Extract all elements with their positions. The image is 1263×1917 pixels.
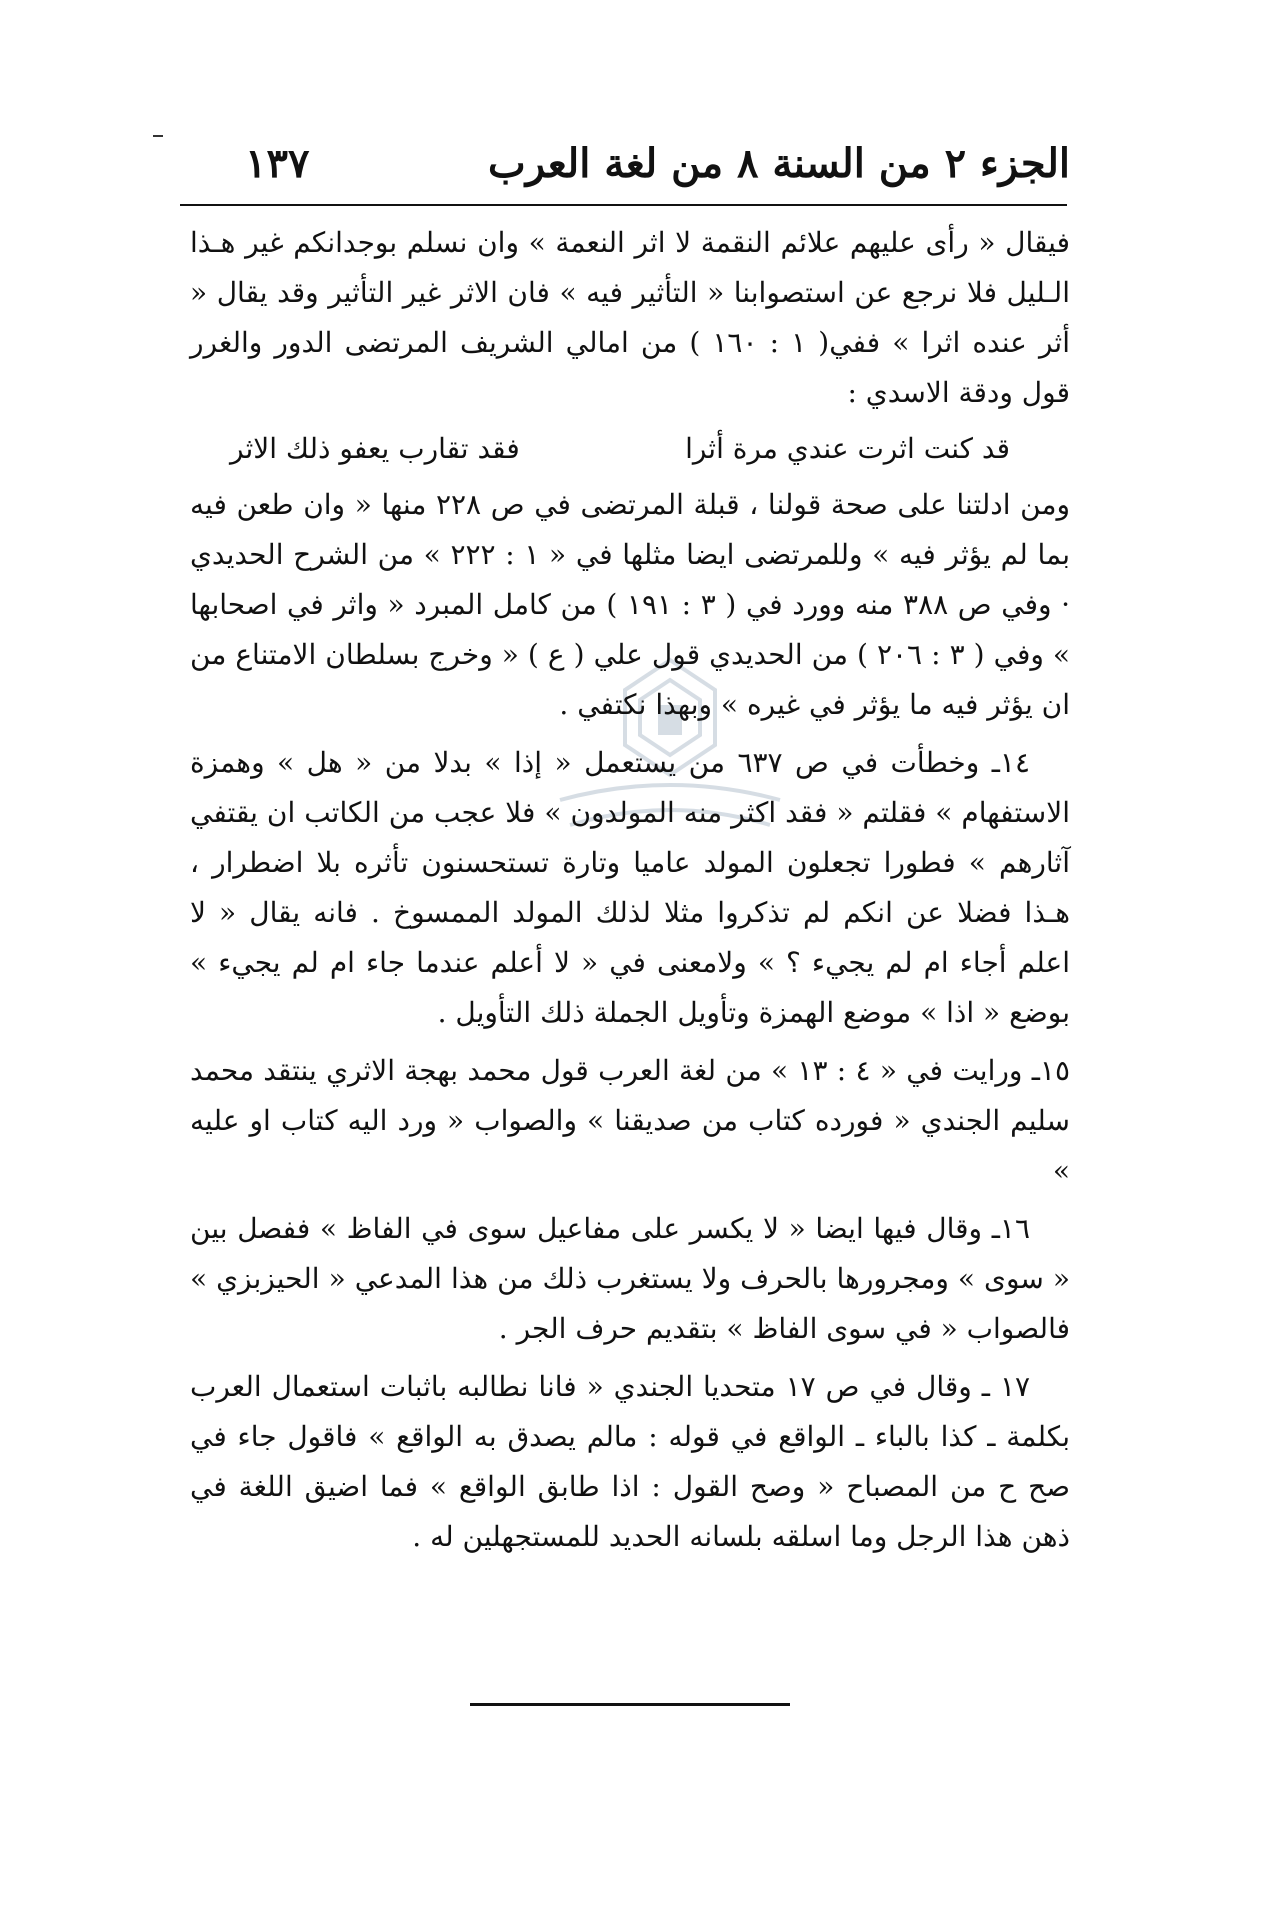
article-body: [190, 218, 1070, 1562]
paragraph: ١٥ـ ورايت في « ٤ : ١٣ » من لغة العرب قول محمد بهجة الاثري ينتقد محمد سليم الجندي « فورده كتاب من صديقنا » والصواب « ورد اليه كتاب او عليه »: [190, 1054, 1070, 1187]
scan-mark: [153, 135, 163, 137]
running-title: الجزء ٢ من السنة ٨ من لغة العرب: [488, 140, 1070, 187]
paragraph: ومن ادلتنا على صحة قولنا ، قبلة المرتضى في ص ٢٢٨ منها « وان طعن فيه بما لم يؤثر فيه » وللمرتضى ايضا مثلها في « ١ : ٢٢٢ » من الشرح الحديدي · وفي ص ٣٨٨ منه وورد في ( ٣ : ١٩١ ) من كامل المبرد « واثر في اصحابها » وفي ( ٣ : ٢٠٦ ) من الحديدي قول علي ( ع ) « وخرج بسلطان الامتناع من ان يؤثر فيه ما يؤثر في غيره » وبهذا نكتفي .: [190, 488, 1071, 721]
paragraph: ١٤ـ وخطأت في ص ٦٣٧ من يستعمل « إذا » بدلا من « هل » وهمزة الاستفهام » فقلتم « فقد اكثر منه المولدون » فلا عجب من الكاتب ان يقتفي آثارهم » فطورا تجعلون المولد عاميا وتارة تستحسنون تأثره بلا اضطرار ، هـذا فضلا عن انكم لم تذكروا مثلا لذلك المولد الممسوخ . فانه يقال « لا اعلم أجاء ام لم يجيء ؟ » ولامعنى في « لا أعلم عندما جاء ام لم يجيء » بوضع « اذا » موضع الهمزة وتأويل الجملة ذلك التأويل .: [190, 746, 1070, 1029]
paragraph: ١٦ـ وقال فيها ايضا « لا يكسر على مفاعيل سوى في الفاظ » ففصل بين « سوى » ومجرورها بالحرف ولا يستغرب ذلك من هذا المدعي « الحيزبزي » فالصواب « في سوى الفاظ » بتقديم حرف الجر .: [190, 1212, 1071, 1345]
verse-first-hemistich: قد كنت اثرت عندي مرة أثرا: [685, 432, 1010, 465]
page-header: [190, 140, 1070, 200]
poetry-verse: [190, 424, 1070, 474]
footer-rule: [470, 1703, 790, 1706]
header-rule: [180, 204, 1067, 206]
paragraph: فيقال « رأى عليهم علائم النقمة لا اثر النعمة » وان نسلم بوجدانكم غير هـذا الـليل فلا نرجع عن استصوابنا « التأثير فيه » فان الاثر غير التأثير وقد يقال « أثر عنده اثرا » ففي( ١ : ١٦٠ ) من امالي الشريف المرتضى الدور والغرر قول ودقة الاسدي :: [190, 226, 1070, 409]
page-number: ١٣٧: [245, 140, 310, 187]
verse-second-hemistich: فقد تقارب يعفو ذلك الاثر: [230, 432, 520, 465]
paragraph: ١٧ ـ وقال في ص ١٧ متحديا الجندي « فانا نطالبه باثبات استعمال العرب بكلمة ـ كذا بالباء ـ الواقع في قوله : مالم يصدق به الواقع » فاقول جاء في صح ح من المصباح « وصح القول : اذا طابق الواقع » فما اضيق اللغة في ذهن هذا الرجل وما اسلقه بلسانه الحديد للمستجهلين له .: [190, 1370, 1070, 1553]
